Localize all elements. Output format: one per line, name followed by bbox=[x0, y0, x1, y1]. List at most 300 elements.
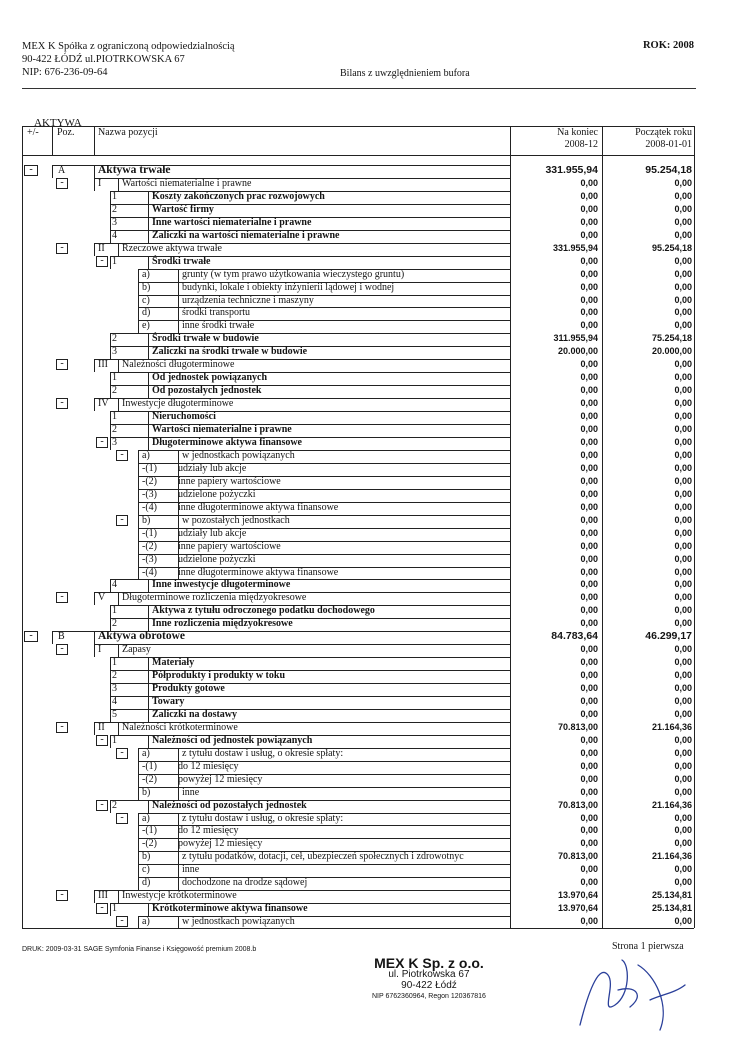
row-position-code: -(2) bbox=[142, 540, 157, 552]
table-row bbox=[0, 268, 744, 281]
value-year-start: 25.134,81 bbox=[651, 903, 692, 914]
value-year-start: 0,00 bbox=[674, 734, 692, 745]
value-period-end: 0,00 bbox=[580, 229, 598, 240]
value-year-start: 0,00 bbox=[674, 268, 692, 279]
value-period-end: 0,00 bbox=[580, 190, 598, 201]
table-row bbox=[0, 462, 744, 475]
row-position-code: 4 bbox=[112, 579, 117, 591]
stamp-city: 90-422 Łódź bbox=[401, 980, 457, 991]
table-row bbox=[0, 384, 744, 397]
row-position-code: I bbox=[98, 177, 102, 189]
row-item-name: Zaliczki na dostawy bbox=[152, 708, 238, 720]
value-year-start: 0,00 bbox=[674, 281, 692, 292]
row-item-name: udzielone pożyczki bbox=[178, 488, 256, 500]
value-year-start: 25.134,81 bbox=[651, 890, 692, 901]
value-period-end: 0,00 bbox=[580, 255, 598, 266]
value-period-end: 0,00 bbox=[580, 385, 598, 396]
table-row bbox=[0, 876, 744, 889]
collapse-toggle[interactable]: - bbox=[56, 359, 68, 370]
value-period-end: 0,00 bbox=[580, 695, 598, 706]
table-row bbox=[0, 449, 744, 462]
row-position-code: II bbox=[98, 721, 105, 733]
row-item-name: Inne inwestycje długoterminowe bbox=[152, 579, 291, 591]
table-row bbox=[0, 889, 744, 902]
table-row bbox=[0, 915, 744, 928]
collapse-toggle[interactable]: - bbox=[56, 592, 68, 603]
value-year-start: 21.164,36 bbox=[651, 851, 692, 862]
row-position-code: 5 bbox=[112, 708, 117, 720]
table-row bbox=[0, 501, 744, 514]
table-row bbox=[0, 281, 744, 294]
value-period-end: 0,00 bbox=[580, 618, 598, 629]
row-position-code: II bbox=[98, 242, 105, 254]
row-position-code: -(1) bbox=[142, 825, 157, 837]
page-number: Strona 1 pierwsza bbox=[612, 941, 684, 952]
value-year-start: 0,00 bbox=[674, 644, 692, 655]
value-year-start: 0,00 bbox=[674, 177, 692, 188]
value-year-start: 0,00 bbox=[674, 307, 692, 318]
value-year-start: 21.164,36 bbox=[651, 721, 692, 732]
table-row bbox=[0, 630, 744, 643]
value-year-start: 0,00 bbox=[674, 695, 692, 706]
value-year-start: 0,00 bbox=[674, 216, 692, 227]
row-item-name: Inne rozliczenia międzyokresowe bbox=[152, 618, 293, 630]
row-position-code: b) bbox=[142, 281, 151, 293]
row-position-code: -(3) bbox=[142, 488, 157, 500]
value-year-start: 0,00 bbox=[674, 320, 692, 331]
value-year-start: 0,00 bbox=[674, 670, 692, 680]
handwritten-signature bbox=[560, 945, 690, 1045]
table-row bbox=[0, 216, 744, 229]
row-position-code: 3 bbox=[112, 216, 117, 228]
row-item-name: Wartości niematerialne i prawne bbox=[152, 424, 292, 435]
value-period-end: 0,00 bbox=[580, 760, 598, 771]
table-row bbox=[0, 799, 744, 812]
document-title: Bilans z uwzględnieniem bufora bbox=[340, 68, 470, 79]
column-header-toggle: +/- bbox=[27, 127, 39, 138]
table-row bbox=[0, 824, 744, 837]
value-year-start: 0,00 bbox=[674, 605, 692, 616]
value-period-end: 0,00 bbox=[580, 462, 598, 473]
row-position-code: b) bbox=[142, 786, 151, 798]
value-period-end: 0,00 bbox=[580, 216, 598, 227]
collapse-toggle[interactable]: - bbox=[116, 916, 128, 927]
table-row bbox=[0, 656, 744, 669]
table-row bbox=[0, 902, 744, 915]
row-position-code: III bbox=[98, 359, 108, 371]
row-item-name: inne długoterminowe aktywa finansowe bbox=[178, 566, 339, 578]
value-year-start: 75.254,18 bbox=[651, 333, 692, 344]
value-period-end: 311.955,94 bbox=[553, 333, 598, 344]
value-period-end: 0,00 bbox=[580, 670, 598, 680]
column-divider bbox=[602, 155, 603, 928]
value-year-start: 0,00 bbox=[674, 540, 692, 551]
row-position-code: 1 bbox=[112, 657, 117, 669]
row-item-name: Towary bbox=[152, 695, 185, 707]
value-year-start: 0,00 bbox=[674, 488, 692, 499]
value-period-end: 0,00 bbox=[580, 773, 598, 784]
row-position-code: 2 bbox=[112, 618, 117, 630]
collapse-toggle[interactable]: - bbox=[24, 631, 38, 642]
value-year-start: 0,00 bbox=[674, 566, 692, 577]
collapse-toggle[interactable]: - bbox=[116, 813, 128, 824]
value-year-start: 0,00 bbox=[674, 916, 692, 927]
value-year-start: 0,00 bbox=[674, 579, 692, 590]
table-row bbox=[0, 643, 744, 656]
row-item-name: z tytułu dostaw i usług, o okresie spłaty: bbox=[182, 747, 344, 759]
row-item-name: inne długoterminowe aktywa finansowe bbox=[178, 501, 339, 513]
table-row bbox=[0, 863, 744, 876]
table-row bbox=[0, 319, 744, 332]
row-item-name: w jednostkach powiązanych bbox=[182, 916, 295, 928]
value-period-end: 0,00 bbox=[580, 747, 598, 758]
value-period-end: 0,00 bbox=[580, 566, 598, 577]
value-period-end: 0,00 bbox=[580, 592, 598, 603]
value-year-start: 0,00 bbox=[674, 255, 692, 266]
value-period-end: 0,00 bbox=[580, 449, 598, 460]
table-row bbox=[0, 850, 744, 863]
column-header-name: Nazwa pozycji bbox=[98, 127, 158, 138]
row-item-name: powyżej 12 miesięcy bbox=[178, 838, 263, 850]
row-position-code: e) bbox=[142, 320, 150, 332]
row-position-code: b) bbox=[142, 851, 151, 863]
value-year-start: 0,00 bbox=[674, 398, 692, 409]
collapse-toggle[interactable]: - bbox=[56, 890, 68, 901]
value-period-end: 0,00 bbox=[580, 514, 598, 525]
value-year-start: 0,00 bbox=[674, 424, 692, 434]
row-item-name: dochodzone na drodze sądowej bbox=[182, 877, 308, 889]
value-year-start: 20.000,00 bbox=[651, 346, 692, 357]
table-row bbox=[0, 812, 744, 825]
value-period-end: 0,00 bbox=[580, 203, 598, 214]
row-item-name: do 12 miesięcy bbox=[178, 825, 239, 837]
row-item-name: powyżej 12 miesięcy bbox=[178, 773, 263, 785]
row-position-code: -(1) bbox=[142, 760, 157, 772]
row-position-code: 1 bbox=[112, 605, 117, 617]
row-item-name: Aktywa z tytułu odroczonego podatku dochodowego bbox=[152, 605, 375, 617]
row-position-code: -(4) bbox=[142, 501, 157, 513]
value-period-end: 0,00 bbox=[580, 877, 598, 888]
row-position-code: 1 bbox=[112, 411, 117, 422]
table-row bbox=[0, 708, 744, 721]
table-row bbox=[0, 604, 744, 617]
row-item-name: Należności od pozostałych jednostek bbox=[152, 799, 307, 811]
row-position-code: a) bbox=[142, 916, 150, 928]
row-item-name: Od pozostałych jednostek bbox=[152, 385, 262, 397]
value-period-end: 0,00 bbox=[580, 644, 598, 655]
value-year-start: 0,00 bbox=[674, 592, 692, 603]
stamp-company: MEX K Sp. z o.o. bbox=[374, 955, 484, 971]
collapse-toggle[interactable]: - bbox=[56, 722, 68, 733]
value-year-start: 46.299,17 bbox=[645, 630, 692, 643]
table-row bbox=[0, 436, 744, 449]
row-item-name: udziały lub akcje bbox=[178, 462, 247, 474]
value-year-start: 0,00 bbox=[674, 812, 692, 823]
row-position-code: -(3) bbox=[142, 553, 157, 565]
value-period-end: 0,00 bbox=[580, 268, 598, 279]
row-position-code: III bbox=[98, 890, 108, 902]
row-position-code: 4 bbox=[112, 229, 117, 241]
row-position-code: c) bbox=[142, 864, 150, 876]
column-header-position: Poz. bbox=[57, 127, 75, 138]
print-info: DRUK: 2009-03-31 SAGE Symfonia Finanse i Księgowość premium 2008.b bbox=[22, 946, 257, 953]
value-year-start: 0,00 bbox=[674, 203, 692, 214]
row-position-code: a) bbox=[142, 449, 150, 461]
value-period-end: 0,00 bbox=[580, 605, 598, 616]
value-year-start: 0,00 bbox=[674, 747, 692, 758]
table-row bbox=[0, 553, 744, 566]
row-position-code: 2 bbox=[112, 670, 117, 681]
row-position-code: V bbox=[98, 592, 106, 604]
value-period-end: 0,00 bbox=[580, 864, 598, 875]
table-row bbox=[0, 229, 744, 242]
table-row bbox=[0, 721, 744, 734]
value-year-start: 0,00 bbox=[674, 475, 692, 486]
value-year-start: 0,00 bbox=[674, 773, 692, 784]
row-item-name: urządzenia techniczne i maszyny bbox=[182, 294, 314, 306]
row-item-name: Od jednostek powiązanych bbox=[152, 372, 268, 384]
collapse-toggle[interactable]: - bbox=[116, 748, 128, 759]
table-row bbox=[0, 617, 744, 630]
row-item-name: Wartość firmy bbox=[152, 203, 214, 215]
value-period-end: 70.813,00 bbox=[557, 799, 598, 810]
collapse-toggle[interactable]: - bbox=[56, 243, 68, 254]
value-period-end: 0,00 bbox=[580, 307, 598, 318]
row-item-name: Inwestycje długoterminowe bbox=[122, 398, 234, 410]
row-item-name: Rzeczowe aktywa trwałe bbox=[122, 242, 222, 254]
row-item-name: do 12 miesięcy bbox=[178, 760, 239, 772]
value-year-start: 0,00 bbox=[674, 372, 692, 383]
collapse-toggle[interactable]: - bbox=[116, 515, 128, 526]
value-year-start: 0,00 bbox=[674, 190, 692, 201]
value-year-start: 0,00 bbox=[674, 449, 692, 460]
row-item-name: Krótkoterminowe aktywa finansowe bbox=[152, 903, 308, 915]
row-item-name: inne bbox=[182, 864, 200, 876]
value-year-start: 0,00 bbox=[674, 359, 692, 370]
row-item-name: udziały lub akcje bbox=[178, 527, 247, 539]
row-position-code: 2 bbox=[112, 333, 117, 345]
row-item-name: Aktywa obrotowe bbox=[98, 630, 185, 643]
collapse-toggle[interactable]: - bbox=[96, 735, 108, 746]
table-row bbox=[0, 734, 744, 747]
row-position-code: 2 bbox=[112, 424, 117, 435]
value-period-end: 0,00 bbox=[580, 708, 598, 719]
table-row bbox=[0, 695, 744, 708]
table-row bbox=[0, 332, 744, 345]
value-year-start: 0,00 bbox=[674, 618, 692, 629]
table-row bbox=[0, 255, 744, 268]
row-item-name: Długoterminowe rozliczenia międzyokresowe bbox=[122, 592, 307, 604]
table-row bbox=[0, 242, 744, 255]
column-header-period-end: Na koniec 2008-12 bbox=[557, 127, 598, 150]
value-year-start: 0,00 bbox=[674, 657, 692, 668]
row-position-code: -(4) bbox=[142, 566, 157, 578]
collapse-toggle[interactable]: - bbox=[116, 450, 128, 461]
value-year-start: 0,00 bbox=[674, 864, 692, 875]
value-year-start: 0,00 bbox=[674, 462, 692, 473]
value-year-start: 21.164,36 bbox=[651, 799, 692, 810]
table-row bbox=[0, 164, 744, 177]
collapse-toggle[interactable]: - bbox=[96, 256, 108, 267]
row-item-name: Wartości niematerialne i prawne bbox=[122, 177, 252, 189]
row-position-code: c) bbox=[142, 294, 150, 306]
row-item-name: Środki trwałe bbox=[152, 255, 211, 267]
row-item-name: w jednostkach powiązanych bbox=[182, 449, 295, 461]
row-item-name: grunty (w tym prawo użytkowania wieczystego gruntu) bbox=[182, 268, 405, 280]
table-row bbox=[0, 345, 744, 358]
value-period-end: 20.000,00 bbox=[557, 346, 598, 357]
company-nip: NIP: 676-236-09-64 bbox=[22, 67, 108, 78]
value-period-end: 0,00 bbox=[580, 916, 598, 927]
value-period-end: 0,00 bbox=[580, 540, 598, 551]
table-row bbox=[0, 591, 744, 604]
value-period-end: 0,00 bbox=[580, 281, 598, 292]
row-position-code: a) bbox=[142, 268, 150, 280]
row-item-name: Inne wartości niematerialne i prawne bbox=[152, 216, 312, 228]
value-year-start: 0,00 bbox=[674, 385, 692, 396]
company-name: MEX K Spółka z ograniczoną odpowiedzialnością bbox=[22, 41, 235, 52]
table-left-border bbox=[22, 155, 23, 928]
row-item-name: Środki trwałe w budowie bbox=[152, 333, 259, 345]
value-period-end: 0,00 bbox=[580, 475, 598, 486]
value-period-end: 0,00 bbox=[580, 488, 598, 499]
row-item-name: Długoterminowe aktywa finansowe bbox=[152, 436, 302, 448]
row-position-code: d) bbox=[142, 307, 151, 319]
company-stamp bbox=[372, 955, 486, 1002]
value-year-start: 0,00 bbox=[674, 436, 692, 447]
row-item-name: Aktywa trwałe bbox=[98, 164, 171, 176]
row-position-code: b) bbox=[142, 514, 151, 526]
value-period-end: 0,00 bbox=[580, 359, 598, 370]
table-row bbox=[0, 540, 744, 553]
row-position-code: 3 bbox=[112, 436, 117, 448]
collapse-toggle[interactable]: - bbox=[56, 644, 68, 655]
row-item-name: z tytułu podatków, dotacji, ceł, ubezpieczeń społecznych i zdrowotnyc bbox=[182, 851, 464, 863]
stamp-street: ul. Piotrkowska 67 bbox=[388, 969, 470, 980]
value-period-end: 0,00 bbox=[580, 527, 598, 538]
stamp-ids: NIP 6762360964, Regon 120367816 bbox=[372, 993, 486, 1000]
row-item-name: Nieruchomości bbox=[152, 411, 216, 422]
table-bottom-border bbox=[22, 928, 694, 929]
row-position-code: -(2) bbox=[142, 475, 157, 487]
row-item-name: Materiały bbox=[152, 657, 195, 669]
table-row bbox=[0, 294, 744, 307]
value-period-end: 0,00 bbox=[580, 734, 598, 745]
value-year-start: 95.254,18 bbox=[651, 242, 692, 253]
value-year-start: 0,00 bbox=[674, 411, 692, 421]
row-position-code: a) bbox=[142, 747, 150, 759]
table-row bbox=[0, 190, 744, 203]
signature-stroke bbox=[580, 960, 685, 1030]
value-period-end: 0,00 bbox=[580, 683, 598, 693]
table-row bbox=[0, 177, 744, 190]
value-period-end: 0,00 bbox=[580, 838, 598, 849]
value-period-end: 331.955,94 bbox=[552, 242, 598, 253]
column-header-year-start: Początek roku 2008-01-01 bbox=[635, 127, 692, 150]
row-item-name: w pozostałych jednostkach bbox=[182, 514, 290, 526]
value-period-end: 0,00 bbox=[580, 501, 598, 512]
row-position-code: 4 bbox=[112, 695, 117, 707]
value-period-end: 13.970,64 bbox=[557, 903, 598, 914]
row-position-code: a) bbox=[142, 812, 150, 824]
collapse-toggle[interactable]: - bbox=[56, 178, 68, 189]
company-address: 90-422 ŁÓDŹ ul.PIOTRKOWSKA 67 bbox=[22, 54, 185, 65]
table-row bbox=[0, 760, 744, 773]
collapse-toggle[interactable]: - bbox=[96, 800, 108, 811]
value-year-start: 0,00 bbox=[674, 514, 692, 525]
value-year-start: 0,00 bbox=[674, 760, 692, 771]
row-position-code: IV bbox=[98, 398, 109, 410]
table-row bbox=[0, 682, 744, 695]
value-period-end: 0,00 bbox=[580, 553, 598, 564]
row-position-code: 2 bbox=[112, 203, 117, 215]
row-position-code: 1 bbox=[112, 372, 117, 384]
table-row bbox=[0, 514, 744, 527]
table-row bbox=[0, 669, 744, 682]
table-row bbox=[0, 566, 744, 579]
value-period-end: 0,00 bbox=[580, 657, 598, 668]
table-row bbox=[0, 527, 744, 540]
row-position-code: B bbox=[58, 631, 65, 643]
table-row bbox=[0, 358, 744, 371]
row-position-code: I bbox=[98, 644, 102, 656]
table-row bbox=[0, 786, 744, 799]
row-position-code: 1 bbox=[112, 903, 117, 915]
table-row bbox=[0, 578, 744, 591]
collapse-toggle[interactable]: - bbox=[96, 903, 108, 914]
collapse-toggle[interactable]: - bbox=[96, 437, 108, 448]
value-year-start: 0,00 bbox=[674, 229, 692, 240]
table-row bbox=[0, 488, 744, 501]
value-period-end: 0,00 bbox=[580, 411, 598, 421]
row-item-name: inne bbox=[182, 786, 200, 798]
row-position-code: 1 bbox=[112, 255, 117, 267]
row-item-name: Inwestycje krótkoterminowe bbox=[122, 890, 237, 902]
collapse-toggle[interactable]: - bbox=[56, 398, 68, 409]
row-position-code: 1 bbox=[112, 734, 117, 746]
value-period-end: 0,00 bbox=[580, 812, 598, 823]
table-row bbox=[0, 773, 744, 786]
value-period-end: 0,00 bbox=[580, 825, 598, 836]
table-row bbox=[0, 837, 744, 850]
row-item-name: inne papiery wartościowe bbox=[178, 475, 281, 487]
row-position-code: -(1) bbox=[142, 527, 157, 539]
row-item-name: Należności długoterminowe bbox=[122, 359, 235, 371]
value-period-end: 0,00 bbox=[580, 579, 598, 590]
value-period-end: 0,00 bbox=[580, 320, 598, 331]
value-year-start: 0,00 bbox=[674, 553, 692, 564]
value-year-start: 0,00 bbox=[674, 527, 692, 538]
table-row bbox=[0, 410, 744, 423]
collapse-toggle[interactable]: - bbox=[24, 165, 38, 176]
table-row bbox=[0, 371, 744, 384]
value-year-start: 0,00 bbox=[674, 825, 692, 836]
table-row bbox=[0, 423, 744, 436]
row-position-code: 3 bbox=[112, 683, 117, 694]
row-item-name: z tytułu dostaw i usług, o okresie spłaty: bbox=[182, 812, 344, 824]
row-position-code: 2 bbox=[112, 799, 117, 811]
row-item-name: inne papiery wartościowe bbox=[178, 540, 281, 552]
column-divider bbox=[510, 155, 511, 928]
row-item-name: środki transportu bbox=[182, 307, 251, 319]
table-row bbox=[0, 747, 744, 760]
value-period-end: 84.783,64 bbox=[551, 630, 598, 643]
row-item-name: Zapasy bbox=[122, 644, 151, 656]
value-year-start: 0,00 bbox=[674, 683, 692, 693]
row-item-name: Zaliczki na środki trwałe w budowie bbox=[152, 346, 308, 358]
value-period-end: 0,00 bbox=[580, 436, 598, 447]
value-period-end: 0,00 bbox=[580, 424, 598, 434]
